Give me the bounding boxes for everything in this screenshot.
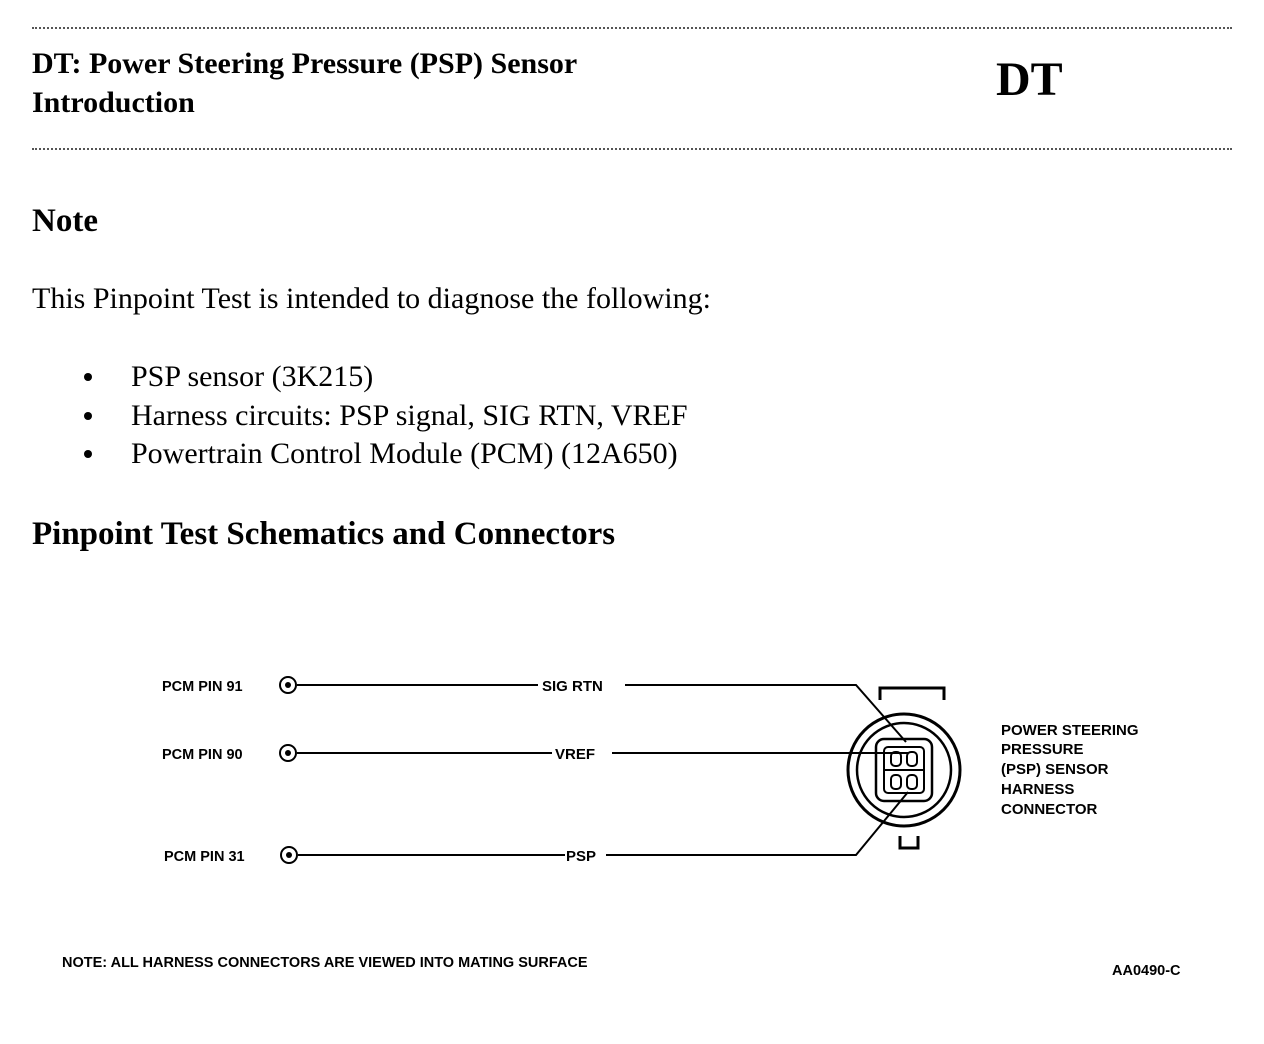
pin-label-91: PCM PIN 91 xyxy=(162,679,243,695)
pin-terminal-icon xyxy=(280,745,296,761)
schematic-note: NOTE: ALL HARNESS CONNECTORS ARE VIEWED INTO MATING SURFACE xyxy=(62,955,588,971)
page-title-line-2: Introduction xyxy=(32,86,195,119)
pin-label-90: PCM PIN 90 xyxy=(162,747,243,763)
connector-label-line: PRESSURE xyxy=(1001,741,1084,758)
connector-label-line: CONNECTOR xyxy=(1001,801,1098,818)
connector-label-line: HARNESS xyxy=(1001,781,1075,798)
circuit-label-psp: PSP xyxy=(566,848,597,865)
wire-psp-right xyxy=(606,792,908,855)
pin-label-31: PCM PIN 31 xyxy=(164,849,245,865)
note-heading: Note xyxy=(32,203,98,239)
section-code: DT xyxy=(996,53,1063,106)
circuit-label-vref: VREF xyxy=(555,746,596,763)
pin-terminal-icon xyxy=(281,847,297,863)
connector-label-line: (PSP) SENSOR xyxy=(1001,761,1109,778)
intro-text: This Pinpoint Test is intended to diagnose the following: xyxy=(32,282,711,315)
list-item-text: Powertrain Control Module (PCM) (12A650) xyxy=(131,437,678,470)
connector-label-line: POWER STEERING xyxy=(1001,722,1139,739)
wire-sig-rtn-right xyxy=(625,685,906,742)
schematics-heading: Pinpoint Test Schematics and Connectors xyxy=(32,516,616,552)
harness-connector-icon xyxy=(848,688,960,848)
circuit-label-sig-rtn: SIG RTN xyxy=(542,678,603,695)
pin-terminal-icon xyxy=(280,677,296,693)
connector-label xyxy=(1001,722,1143,818)
list-item-text: PSP sensor (3K215) xyxy=(131,360,374,393)
figure-id: AA0490-C xyxy=(1112,963,1181,979)
page-title-line-1: DT: Power Steering Pressure (PSP) Sensor xyxy=(32,47,578,80)
list-item-text: Harness circuits: PSP signal, SIG RTN, VREF xyxy=(131,398,688,432)
